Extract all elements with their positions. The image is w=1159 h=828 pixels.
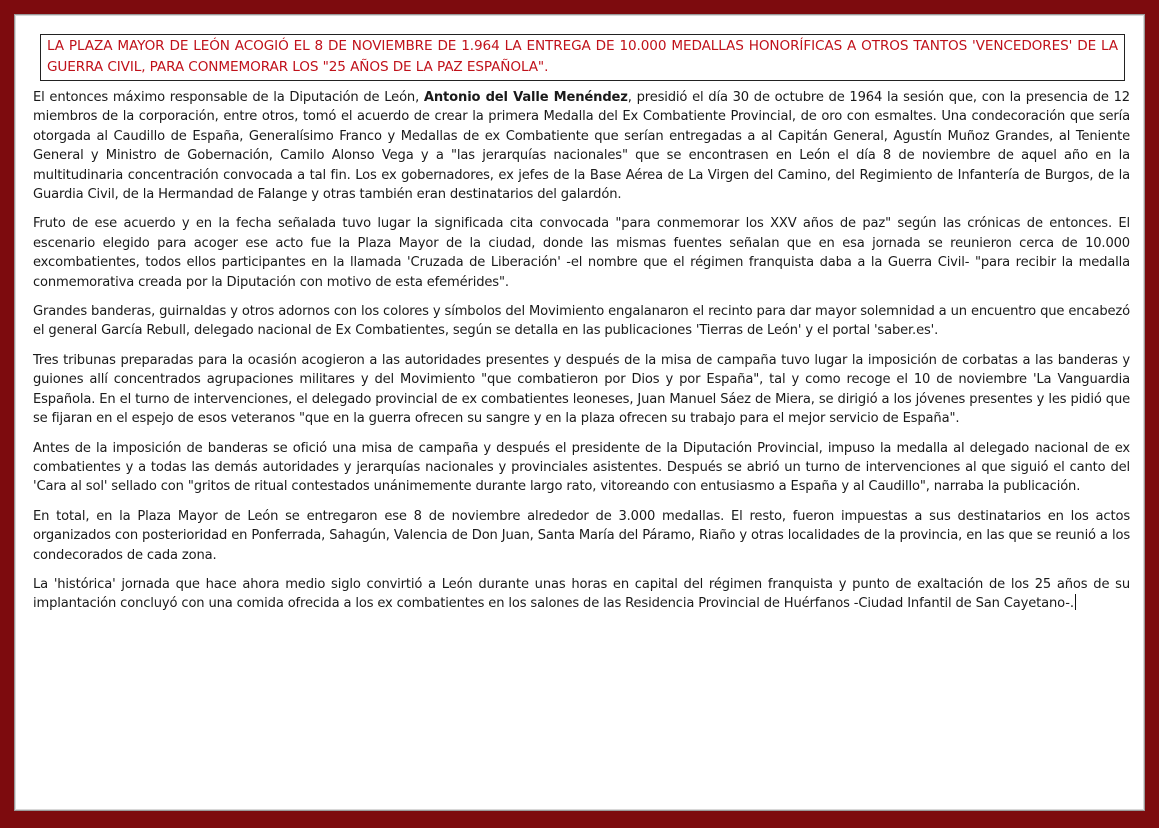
paragraph-4: Tres tribunas preparadas para la ocasión acogieron a las autoridades presentes y después de la misa de campaña tuvo lugar la imposición de corbatas a las banderas y guiones allí concentrados agrupaciones militares y del Movimiento "que combatieron por Dios y por España", tal y como recoge el 10 de noviembre 'La Vanguardia Española. En el turno de intervenciones, el delegado provincial de ex combatientes leoneses, Juan Manuel Sáez de Miera, se dirigió a los jóvenes presentes y les pidió que se fijaran en el espejo de esos veteranos "que en la guerra ofrecen su sangre y en la plaza ofrecen su trabajo para el mejor servicio de España".: [33, 352, 1130, 427]
paragraph-3: Grandes banderas, guirnaldas y otros adornos con los colores y símbolos del Movimiento engalanaron el recinto para dar mayor solemnidad a un encuentro que encabezó el general García Rebull, delegado nacional de Ex Combatientes, según se detalla en las publicaciones 'Tierras de León' y el portal 'saber.es'.: [33, 304, 1130, 339]
paragraph-7: [33, 575, 1130, 614]
headline-box: [40, 34, 1125, 81]
president-name: Antonio del Valle Menéndez: [423, 90, 628, 105]
paragraph-5: Antes de la imposición de banderas se ofició una misa de campaña y después el presidente de la Diputación Provincial, impuso la medalla al delegado nacional de ex combatientes y a todas las demás autoridades y jerarquías nacionales y provinciales asistentes. Después se abrió un turno de intervenciones al que siguió el canto del 'Cara al sol' sellado con "gritos de ritual contestados unánimemente durante largo rato, vitoreando con entusiasmo a España y al Caudillo", narraba la publicación.: [33, 440, 1130, 495]
document-page: [14, 14, 1145, 811]
paragraph-6: En total, en la Plaza Mayor de León se entregaron ese 8 de noviembre alrededor de 3.000 medallas. El resto, fueron impuestas a sus destinatarios en los actos organizados con posterioridad en Ponferrada, Sahagún, Valencia de Don Juan, Santa María del Páramo, Riaño y otras localidades de la provincia, en las que se reunió a los condecorados de cada zona.: [33, 508, 1130, 563]
paragraph-2: Fruto de ese acuerdo y en la fecha señalada tuvo lugar la significada cita convocada "para conmemorar los XXV años de paz" según las crónicas de entonces. El escenario elegido para acoger ese acto fue la Plaza Mayor de la ciudad, donde las mismas fuentes señalan que en esa jornada se reunieron cerca de 10.000 excombatientes, todos ellos participantes en la llamada 'Cruzada de Liberación' -el nombre que el régimen franquista daba a la Guerra Civil- "para recibir la medalla conmemorativa creada por la Diputación con motivo de esta efemérides".: [33, 216, 1130, 290]
paragraph-7-text: La 'histórica' jornada que hace ahora medio siglo convirtió a León durante unas horas en capital del régimen franquista y punto de exaltación de los 25 años de su implantación concluyó con una comida ofrecida a los ex combatientes en los salones de las Residencia Provincial de Huérfanos -Ciudad Infantil de San Cayetano-.: [33, 576, 1130, 612]
paragraph-1-intro: El entonces máximo responsable de la Diputación de León,: [33, 90, 424, 105]
paragraph-1: [33, 88, 1130, 204]
text-cursor: [1075, 594, 1076, 610]
headline-text: LA PLAZA MAYOR DE LEÓN ACOGIÓ EL 8 DE NOVIEMBRE DE 1.964 LA ENTREGA DE 10.000 MEDALLAS HONORÍFICAS A OTROS TANTOS 'VENCEDORES' DE LA GUERRA CIVIL, PARA CONMEMORAR LOS "25 AÑOS DE LA PAZ ESPAÑOLA".: [47, 38, 1118, 75]
paragraph-1-rest: , presidió el día 30 de octubre de 1964 la sesión que, con la presencia de 12 miembros de la corporación, entre otros, tomó el acuerdo de crear la primera Medalla del Ex Combatiente Provincial, de oro con esmaltes. Una condecoración que sería otorgada al Caudillo de España, Generalísimo Franco y Medallas de ex Combatiente que serían entregadas a al Capitán General, Agustín Muñoz Grandes, al Teniente General y Ministro de Gobernación, Camilo Alonso Vega y a "las jerarquías nacionales" que se encontrasen en León el día 8 de noviembre de aquel año en la multitudinaria concentración convocada a tal fin. Los ex gobernadores, ex jefes de la Base Aérea de La Virgen del Camino, del Regimiento de Infantería de Burgos, de la Guardia Civil, de la Hermandad de Falange y otras también eran destinatarios del galardón.: [33, 90, 1130, 203]
article-body[interactable]: [33, 88, 1130, 624]
